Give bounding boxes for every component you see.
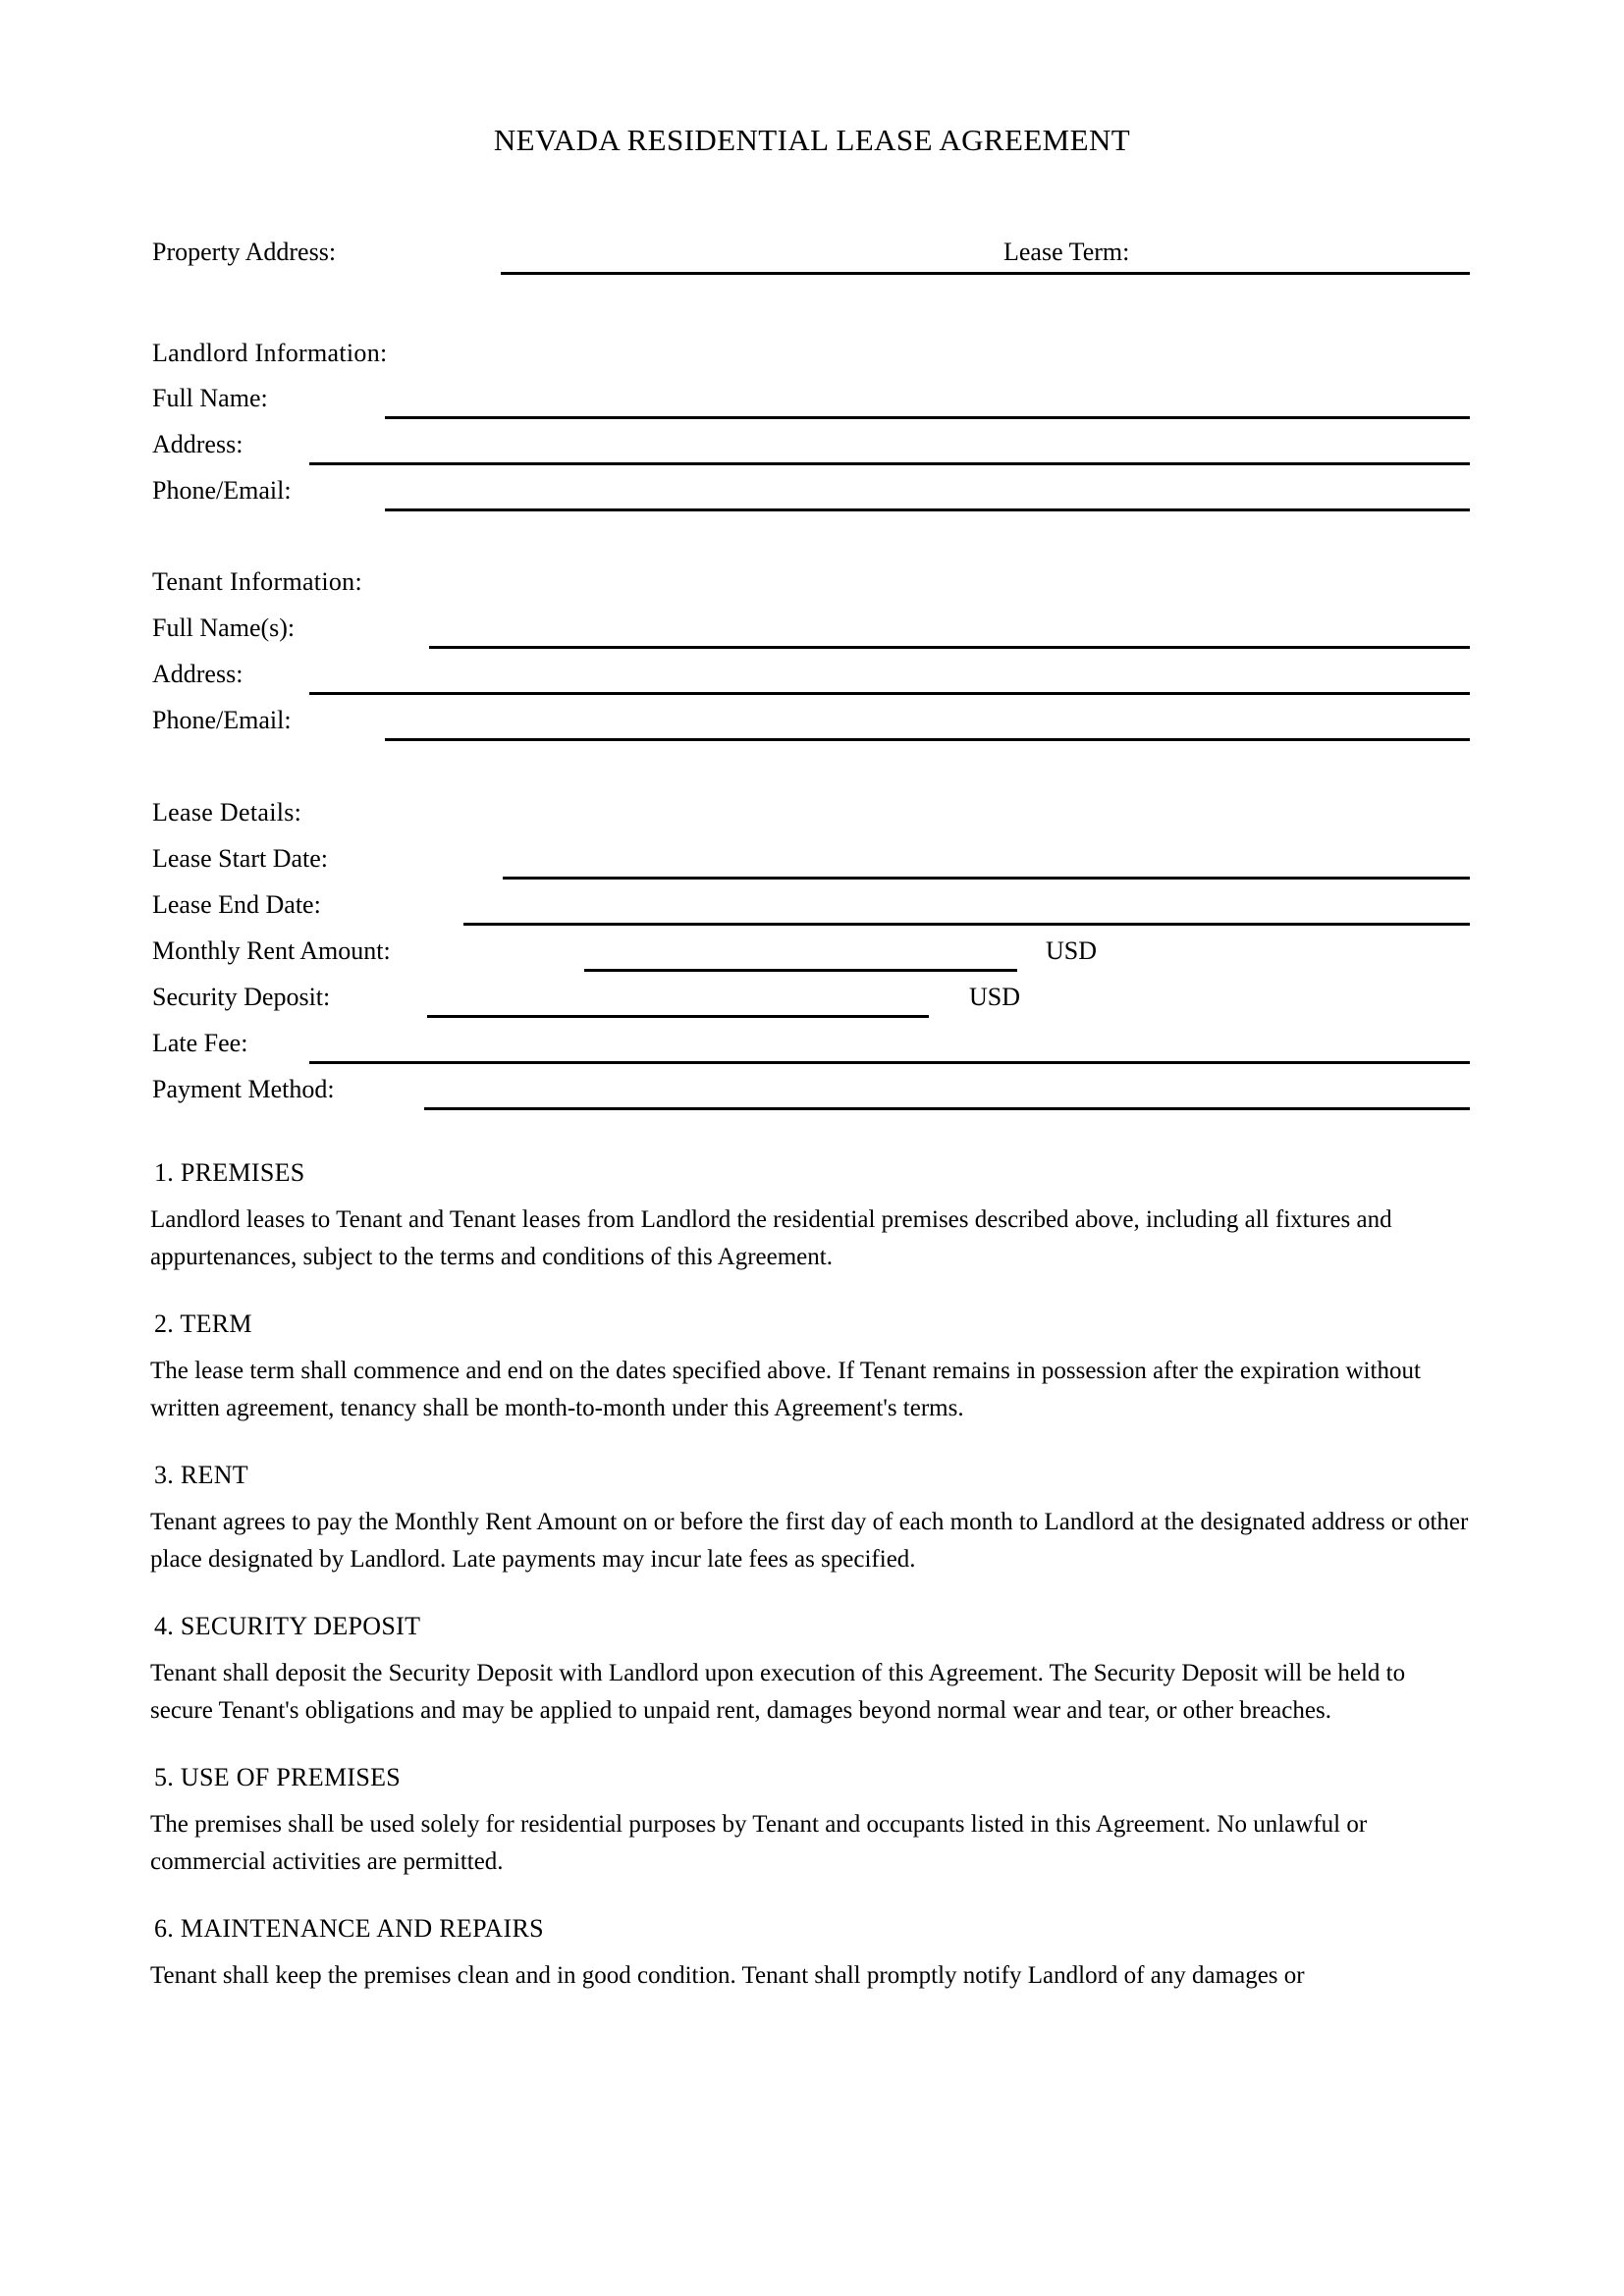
tenant-full-names-input-line[interactable]	[429, 646, 1470, 649]
clause-body: Tenant agrees to pay the Monthly Rent Amount on or before the first day of each month to Landlord at the designated address or other place designated by Landlord. Late payments may incur late fees as specified.	[150, 1509, 1469, 1573]
lease-term-label: Lease Term:	[1003, 238, 1130, 266]
clause-use-of-premises	[150, 1763, 1471, 1881]
property-address-input-line[interactable]	[501, 272, 1470, 275]
lease-start-date-input-line[interactable]	[503, 877, 1470, 880]
security-deposit-input-line[interactable]	[427, 1015, 929, 1018]
clause-heading: 2. TERM	[154, 1309, 252, 1338]
clause-security-deposit	[150, 1612, 1471, 1730]
lease-form-fields	[0, 0, 1624, 1139]
clause-body: Tenant shall keep the premises clean and in good condition. Tenant shall promptly notify Landlord of any damages or	[150, 1962, 1305, 1989]
clause-body: Tenant shall deposit the Security Deposit with Landlord upon execution of this Agreement. The Security Deposit will be held to secure Tenant's obligations and may be applied to unpaid rent, damages beyond normal wear and tear, or other breaches.	[150, 1660, 1406, 1724]
late-fee-label: Late Fee:	[152, 1029, 248, 1057]
clause-body: Landlord leases to Tenant and Tenant leases from Landlord the residential premises described above, including all fixtures and appurtenances, subject to the terms and conditions of this Agreement.	[150, 1206, 1392, 1270]
clause-heading: 3. RENT	[154, 1461, 248, 1489]
clause-heading: 1. PREMISES	[154, 1158, 305, 1187]
property-address-label: Property Address:	[152, 238, 337, 266]
clause-maintenance-and-repairs	[150, 1914, 1471, 1995]
tenant-full-names-label: Full Name(s):	[152, 614, 296, 642]
landlord-information-heading: Landlord Information:	[152, 339, 388, 367]
lease-end-date-label: Lease End Date:	[152, 890, 321, 919]
landlord-phone-email-input-line[interactable]	[385, 508, 1470, 511]
tenant-address-input-line[interactable]	[309, 692, 1470, 695]
lease-start-date-label: Lease Start Date:	[152, 844, 329, 873]
clause-heading: 6. MAINTENANCE AND REPAIRS	[154, 1914, 544, 1943]
lease-details-heading: Lease Details:	[152, 798, 302, 827]
tenant-address-label: Address:	[152, 660, 244, 688]
landlord-full-name-input-line[interactable]	[385, 416, 1470, 419]
tenant-phone-email-label: Phone/Email:	[152, 706, 292, 734]
clause-term	[150, 1309, 1471, 1427]
late-fee-input-line[interactable]	[309, 1061, 1470, 1064]
clause-rent	[150, 1461, 1471, 1578]
tenant-information-heading: Tenant Information:	[152, 567, 362, 596]
monthly-rent-amount-label: Monthly Rent Amount:	[152, 936, 391, 965]
landlord-full-name-label: Full Name:	[152, 384, 268, 412]
payment-method-input-line[interactable]	[424, 1107, 1470, 1110]
lease-clauses-section	[150, 1158, 1471, 1995]
monthly-rent-currency-unit: USD	[1046, 936, 1098, 965]
clause-premises	[150, 1158, 1471, 1276]
payment-method-label: Payment Method:	[152, 1075, 335, 1103]
page-title: NEVADA RESIDENTIAL LEASE AGREEMENT	[493, 123, 1131, 157]
monthly-rent-amount-input-line[interactable]	[584, 969, 1017, 972]
security-deposit-currency-unit: USD	[969, 983, 1021, 1011]
clause-heading: 4. SECURITY DEPOSIT	[154, 1612, 421, 1640]
security-deposit-label: Security Deposit:	[152, 983, 331, 1011]
landlord-phone-email-label: Phone/Email:	[152, 476, 292, 505]
clause-heading: 5. USE OF PREMISES	[154, 1763, 402, 1791]
clause-body: The premises shall be used solely for residential purposes by Tenant and occupants listed in this Agreement. No unlawful or commercial activities are permitted.	[150, 1811, 1368, 1875]
lease-end-date-input-line[interactable]	[463, 923, 1470, 926]
landlord-address-label: Address:	[152, 430, 244, 458]
tenant-phone-email-input-line[interactable]	[385, 738, 1470, 741]
clause-body: The lease term shall commence and end on the dates specified above. If Tenant remains in possession after the expiration without written agreement, tenancy shall be month-to-month under this Agreement's terms.	[150, 1358, 1421, 1421]
landlord-address-input-line[interactable]	[309, 462, 1470, 465]
